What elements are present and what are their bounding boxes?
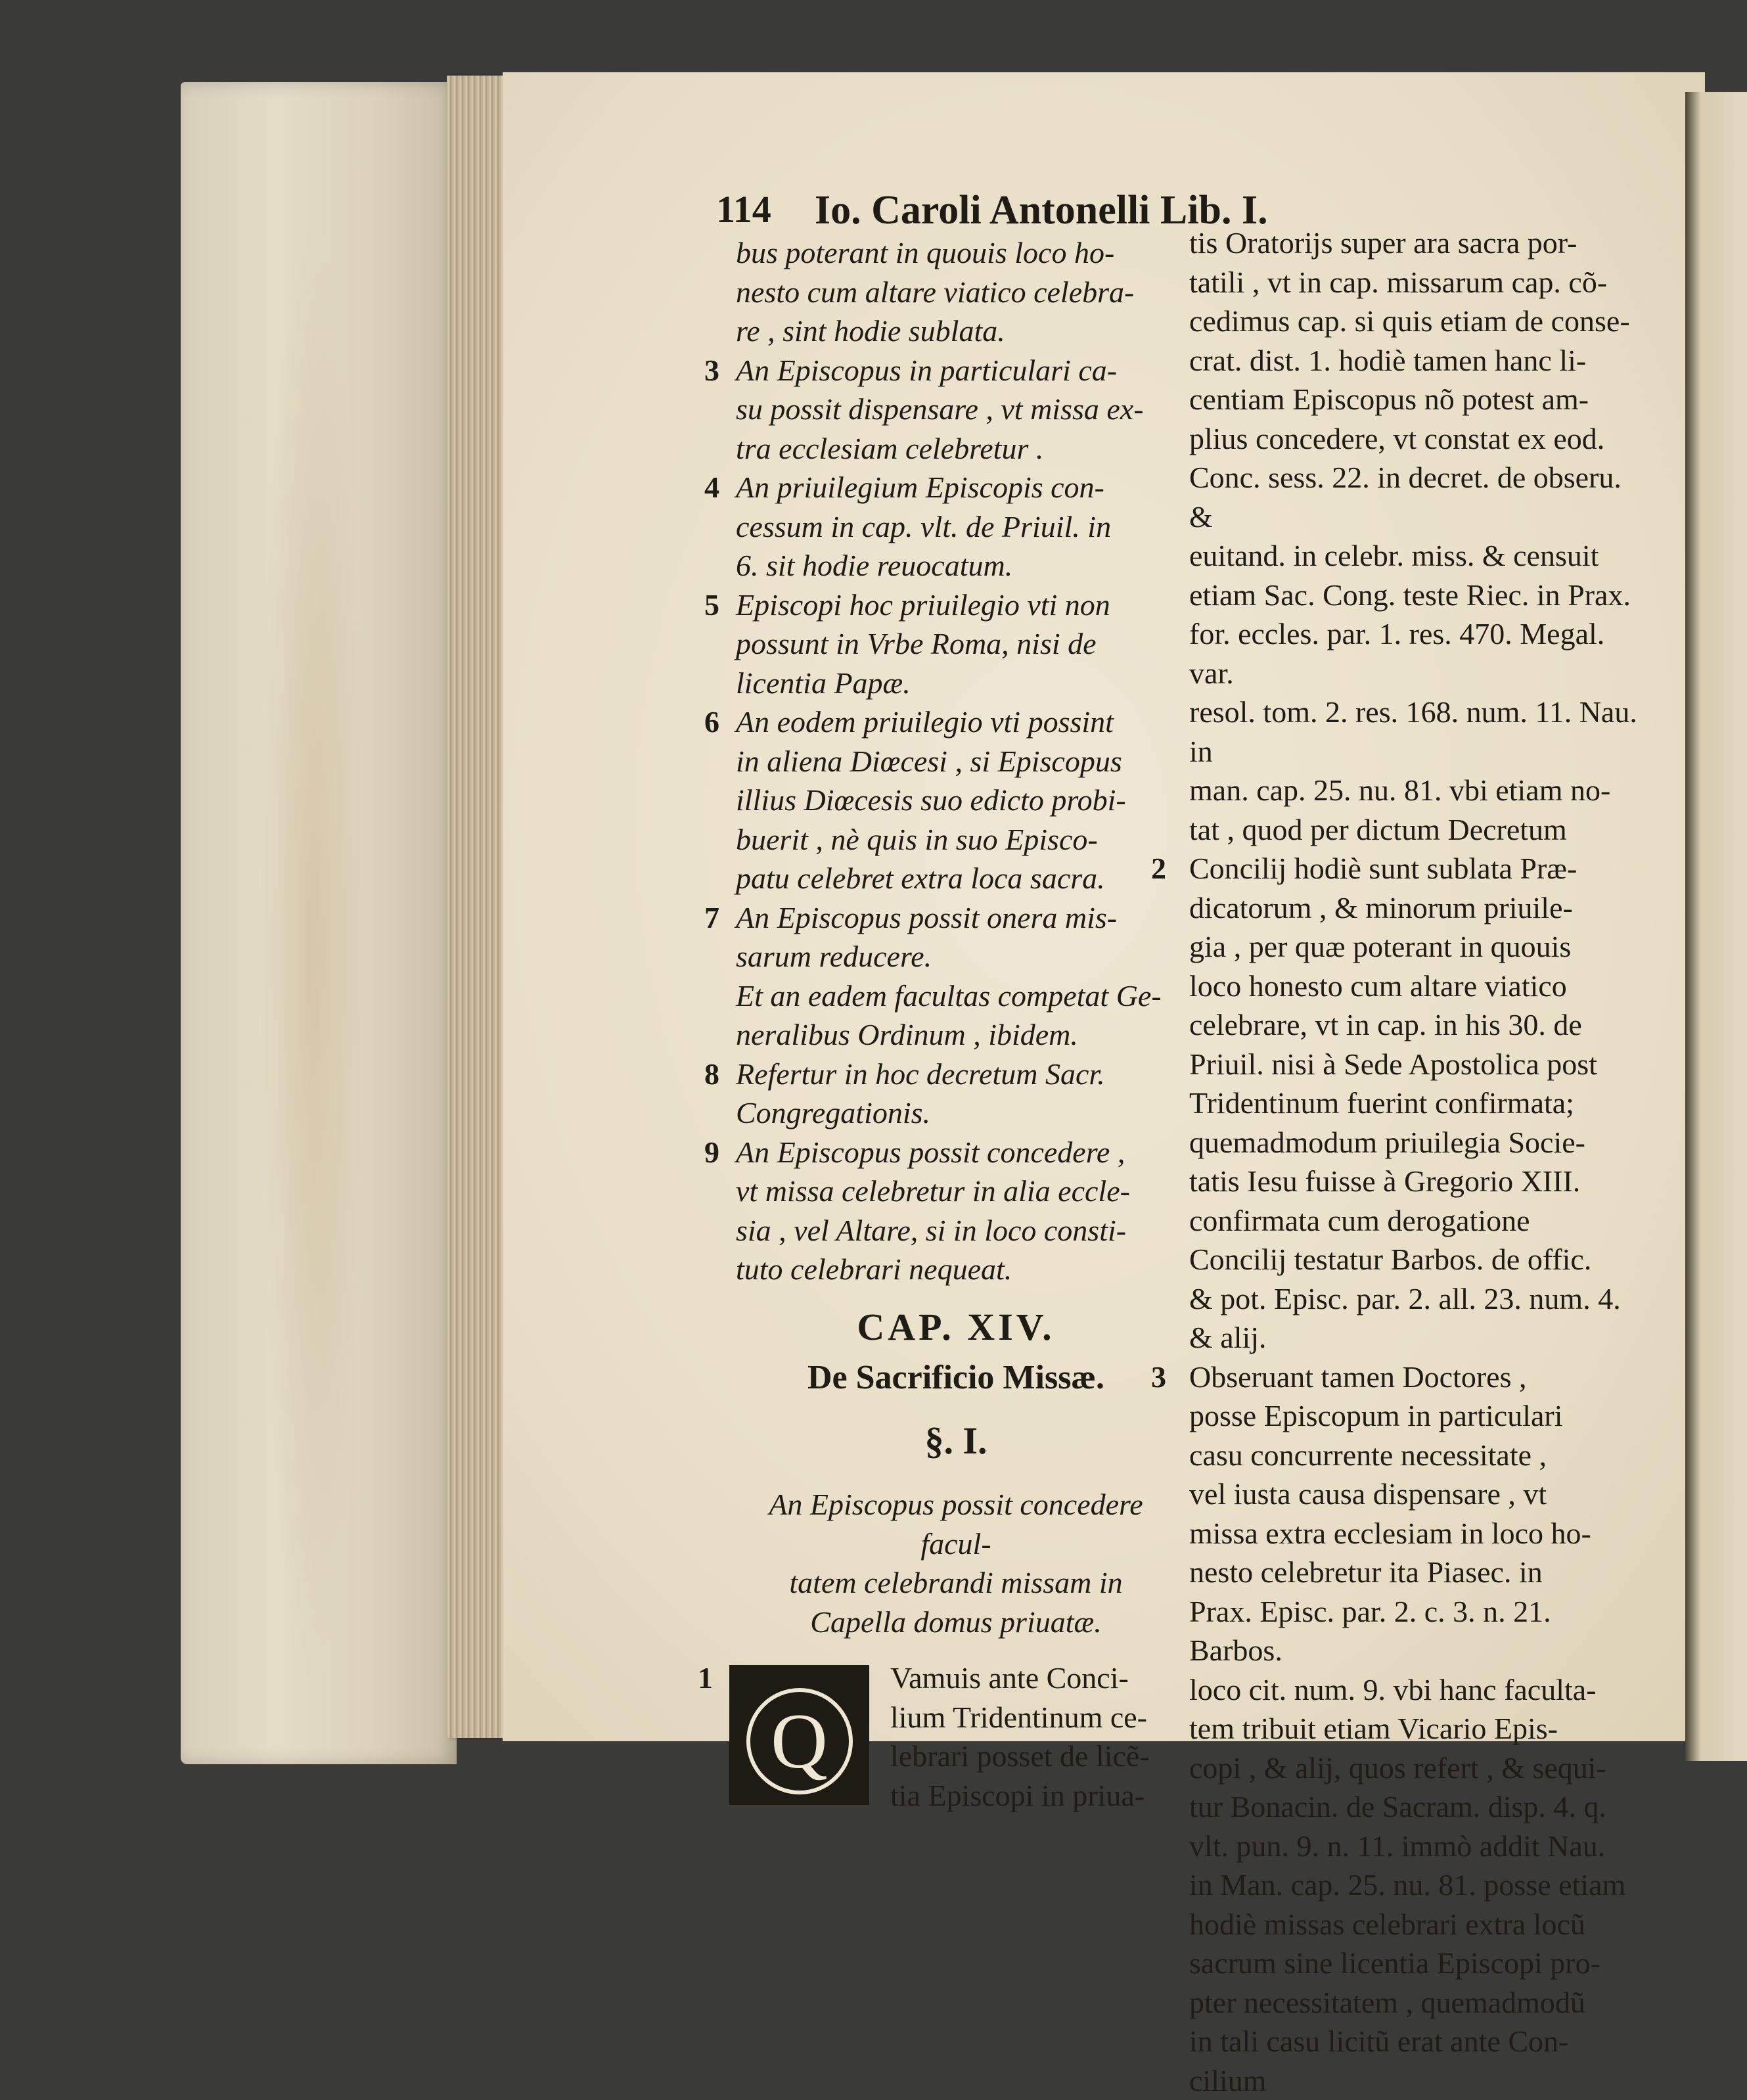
body-line — [1189, 2022, 1649, 2061]
summary-line — [736, 390, 1176, 429]
summary-text: neralibus Ordinum , ibidem. — [736, 1018, 1078, 1051]
summary-line — [736, 311, 1176, 351]
line-text: Tridentinum fuerint confirmata; — [1189, 1086, 1574, 1120]
summary-line — [736, 1211, 1176, 1250]
body-line — [1189, 1748, 1649, 1788]
body-line — [1189, 888, 1649, 928]
line-text: confirmata cum derogatione — [1189, 1204, 1530, 1237]
left-column — [736, 233, 1176, 1815]
page-number: 114 — [716, 187, 771, 231]
summary-line — [736, 820, 1176, 859]
body-line — [1189, 1162, 1649, 1201]
argument-line: tatem celebrandi missam in — [736, 1563, 1176, 1603]
line-text: sacrum sine licentia Episcopi pro- — [1189, 1946, 1600, 1980]
summary-text: possunt in Vrbe Roma, nisi de — [736, 627, 1097, 660]
summary-text: nesto cum altare viatico celebra- — [736, 275, 1134, 309]
body-line — [1189, 1045, 1649, 1084]
summary-line — [736, 468, 1176, 507]
body-line — [1189, 1396, 1649, 1436]
summary-text: licentia Papæ. — [736, 666, 911, 700]
summary-number: 7 — [704, 898, 719, 938]
line-text: dicatorum , & minorum priuile- — [1189, 891, 1573, 924]
initial-letter: Q — [746, 1688, 853, 1794]
line-text: for. eccles. par. 1. res. 470. Megal. var. — [1189, 617, 1604, 690]
body-line — [1189, 458, 1649, 536]
summary-line — [736, 1093, 1176, 1133]
body-line — [1189, 693, 1649, 771]
line-text: centiam Episcopus nõ potest am- — [1189, 382, 1589, 416]
summary-text: Et an eadem facultas competat Ge- — [736, 979, 1162, 1013]
body-line — [1189, 1944, 1649, 1983]
summary-text: An eodem priuilegio vti possint — [736, 705, 1114, 739]
summary-text: sarum reducere. — [736, 940, 932, 973]
line-text: tur Bonacin. de Sacram. disp. 4. q. — [1189, 1790, 1606, 1823]
body-line — [1189, 1279, 1649, 1319]
summary-number: 4 — [704, 468, 719, 507]
summary-line — [736, 233, 1176, 273]
line-text: loco honesto cum altare viatico — [1189, 969, 1567, 1003]
line-text: tat , quod per dictum Decretum — [1189, 813, 1567, 846]
summary-number: 5 — [704, 585, 719, 625]
summary-line — [736, 351, 1176, 390]
body-line: lium Tridentinum ce- — [890, 1698, 1176, 1737]
body-line — [1189, 849, 1649, 888]
page-gutter — [1685, 92, 1747, 1761]
line-text: pter necessitatem , quemadmodũ — [1189, 1986, 1585, 2019]
body-line — [1189, 1084, 1649, 1123]
line-text: loco cit. num. 9. vbi hanc faculta- — [1189, 1673, 1597, 1706]
summary-line — [736, 507, 1176, 547]
body-line — [1189, 341, 1649, 380]
body-line — [1189, 614, 1649, 693]
summary-text: tuto celebrari nequeat. — [736, 1252, 1012, 1286]
summary-number: 6 — [704, 702, 719, 742]
body-line — [1189, 927, 1649, 967]
body-line — [1189, 419, 1649, 459]
section-argument — [736, 1485, 1176, 1641]
summary-text: in aliena Diœcesi , si Episcopus — [736, 744, 1122, 778]
body-line — [1189, 1983, 1649, 2022]
line-text: celebrare, vt in cap. in his 30. de — [1189, 1008, 1582, 1041]
body-line — [1189, 1670, 1649, 1710]
summary-text: sia , vel Altare, si in loco consti- — [736, 1214, 1126, 1247]
line-text: Priuil. nisi à Sede Apostolica post — [1189, 1047, 1597, 1081]
body-line — [1189, 1787, 1649, 1827]
summary-line — [736, 859, 1176, 898]
summary-text: vt missa celebretur in alia eccle- — [736, 1174, 1130, 1208]
summary-line — [736, 585, 1176, 625]
summary-text: buerit , nè quis in suo Episco- — [736, 823, 1098, 856]
line-text: Concilij testatur Barbos. de offic. — [1189, 1243, 1591, 1276]
body-line — [1189, 810, 1649, 850]
line-text: resol. tom. 2. res. 168. num. 11. Nau. in — [1189, 695, 1637, 768]
body-line — [1189, 302, 1649, 341]
summary-text: An Episcopus possit concedere , — [736, 1135, 1125, 1169]
line-text: tem tribuit etiam Vicario Epis- — [1189, 1712, 1558, 1745]
right-column — [1189, 223, 1649, 2100]
body-line — [1189, 576, 1649, 615]
summary-text: An Episcopus possit onera mis- — [736, 901, 1117, 934]
section-heading: §. I. — [736, 1421, 1176, 1461]
line-text: gia , per quæ poterant in quouis — [1189, 930, 1571, 963]
summary-line — [736, 1172, 1176, 1211]
summary-line — [736, 273, 1176, 312]
summary-text: illius Diœcesis suo edicto probi- — [736, 783, 1126, 817]
line-text: & pot. Episc. par. 2. all. 23. num. 4. — [1189, 1282, 1621, 1315]
body-opening — [736, 1658, 1176, 1815]
body-line — [1189, 1201, 1649, 1241]
body-line — [1189, 771, 1649, 810]
line-text: copi , & alij, quos refert , & sequi- — [1189, 1751, 1606, 1785]
line-text: nesto celebretur ita Piasec. in — [1189, 1555, 1543, 1589]
summary-text: tra ecclesiam celebretur . — [736, 432, 1043, 465]
cover-stain — [260, 214, 365, 1692]
body-line: lebrari posset de licẽ- — [890, 1737, 1176, 1776]
body-line — [1189, 1553, 1649, 1592]
body-line — [1189, 967, 1649, 1006]
body-line — [1189, 1709, 1649, 1748]
summary-line — [736, 976, 1176, 1016]
summary-text: bus poterant in quouis loco ho- — [736, 236, 1114, 269]
summary-line — [736, 1250, 1176, 1289]
line-text: tatili , vt in cap. missarum cap. cõ- — [1189, 265, 1607, 299]
summary-line — [736, 742, 1176, 781]
summary-line — [736, 429, 1176, 468]
line-text: Conc. sess. 22. in decret. de obseru. & — [1189, 461, 1622, 534]
summary-text: re , sint hodie sublata. — [736, 314, 1005, 348]
line-text: crat. dist. 1. hodiè tamen hanc li- — [1189, 344, 1586, 377]
line-text: hodiè missas celebrari extra locũ — [1189, 1907, 1585, 1941]
summary-line — [736, 898, 1176, 938]
line-text: in tali casu licitũ erat ante Con- — [1189, 2024, 1568, 2058]
summary-line — [736, 546, 1176, 585]
book-cover-board — [181, 82, 457, 1764]
line-text: quemadmodum priuilegia Socie- — [1189, 1126, 1585, 1159]
page-edges — [447, 76, 506, 1738]
line-text: missa extra ecclesiam in loco ho- — [1189, 1517, 1591, 1550]
chapter-summary — [736, 233, 1176, 1289]
summary-text: patu celebret extra loca sacra. — [736, 861, 1105, 895]
body-line — [1189, 1592, 1649, 1670]
summary-number: 3 — [704, 351, 719, 390]
body-line — [1189, 1865, 1649, 1905]
body-line — [1189, 380, 1649, 419]
line-text: cedimus cap. si quis etiam de conse- — [1189, 304, 1630, 338]
running-title: Io. Caroli Antonelli Lib. I. — [815, 187, 1268, 234]
line-text: Prax. Episc. par. 2. c. 3. n. 21. Barbos. — [1189, 1595, 1551, 1668]
line-text: tis Oratorijs super ara sacra por- — [1189, 226, 1577, 260]
summary-text: cessum in cap. vlt. de Priuil. in — [736, 510, 1111, 543]
line-text: & alij. — [1189, 1321, 1267, 1354]
body-line — [1189, 1123, 1649, 1162]
paragraph-number: 3 — [1151, 1358, 1166, 1397]
line-text: euitand. in celebr. miss. & censuit — [1189, 539, 1599, 572]
summary-line — [736, 664, 1176, 703]
line-text: posse Episcopum in particulari — [1189, 1399, 1563, 1432]
summary-line — [736, 1055, 1176, 1094]
chapter-title: De Sacrificio Missæ. — [736, 1358, 1176, 1398]
body-line — [1189, 263, 1649, 302]
line-text: casu concurrente necessitate , — [1189, 1438, 1547, 1472]
summary-line — [736, 624, 1176, 664]
body-line — [1189, 2061, 1649, 2100]
summary-number: 8 — [704, 1055, 719, 1094]
body-line — [1189, 1436, 1649, 1475]
summary-text: Congregationis. — [736, 1096, 930, 1130]
decorated-initial — [729, 1665, 869, 1805]
summary-line — [736, 937, 1176, 976]
argument-line: An Episcopus possit concedere facul- — [736, 1485, 1176, 1563]
summary-text: su possit dispensare , vt missa ex- — [736, 392, 1144, 426]
body-line — [1189, 1240, 1649, 1279]
summary-text: An Episcopus in particulari ca- — [736, 354, 1117, 387]
line-text: in Man. cap. 25. nu. 81. posse etiam — [1189, 1868, 1625, 1902]
body-line — [1189, 536, 1649, 576]
line-text: Concilij hodiè sunt sublata Præ- — [1189, 852, 1577, 885]
summary-line — [736, 1015, 1176, 1055]
summary-line — [736, 1133, 1176, 1172]
body-line — [1189, 1358, 1649, 1397]
body-line — [1189, 1827, 1649, 1866]
line-text: man. cap. 25. nu. 81. vbi etiam no- — [1189, 773, 1610, 807]
paragraph-number: 1 — [698, 1658, 713, 1698]
line-text: cilium — [1189, 2064, 1267, 2097]
summary-line — [736, 781, 1176, 820]
body-line — [1189, 1905, 1649, 1944]
summary-text: Episcopi hoc priuilegio vti non — [736, 588, 1110, 622]
body-line — [1189, 1005, 1649, 1045]
line-text: vlt. pun. 9. n. 11. immò addit Nau. — [1189, 1829, 1605, 1863]
body-line — [1189, 1318, 1649, 1358]
body-line: tia Episcopi in priua- — [890, 1776, 1176, 1815]
body-line — [1189, 1514, 1649, 1553]
line-text: plius concedere, vt constat ex eod. — [1189, 422, 1604, 455]
summary-line — [736, 702, 1176, 742]
line-text: Obseruant tamen Doctores , — [1189, 1360, 1527, 1394]
argument-line: Capella domus priuatæ. — [736, 1603, 1176, 1642]
paragraph-number: 2 — [1151, 849, 1166, 888]
body-line: Vamuis ante Conci- — [890, 1658, 1176, 1698]
line-text: etiam Sac. Cong. teste Riec. in Prax. — [1189, 578, 1631, 612]
line-text: vel iusta causa dispensare , vt — [1189, 1477, 1547, 1511]
body-line — [1189, 1474, 1649, 1514]
summary-number: 9 — [704, 1133, 719, 1172]
chapter-heading: CAP. XIV. — [736, 1308, 1176, 1347]
summary-text: An priuilegium Episcopis con- — [736, 470, 1104, 504]
summary-text: Refertur in hoc decretum Sacr. — [736, 1057, 1105, 1091]
body-line — [1189, 223, 1649, 263]
line-text: tatis Iesu fuisse à Gregorio XIII. — [1189, 1164, 1580, 1198]
summary-text: 6. sit hodie reuocatum. — [736, 549, 1012, 582]
